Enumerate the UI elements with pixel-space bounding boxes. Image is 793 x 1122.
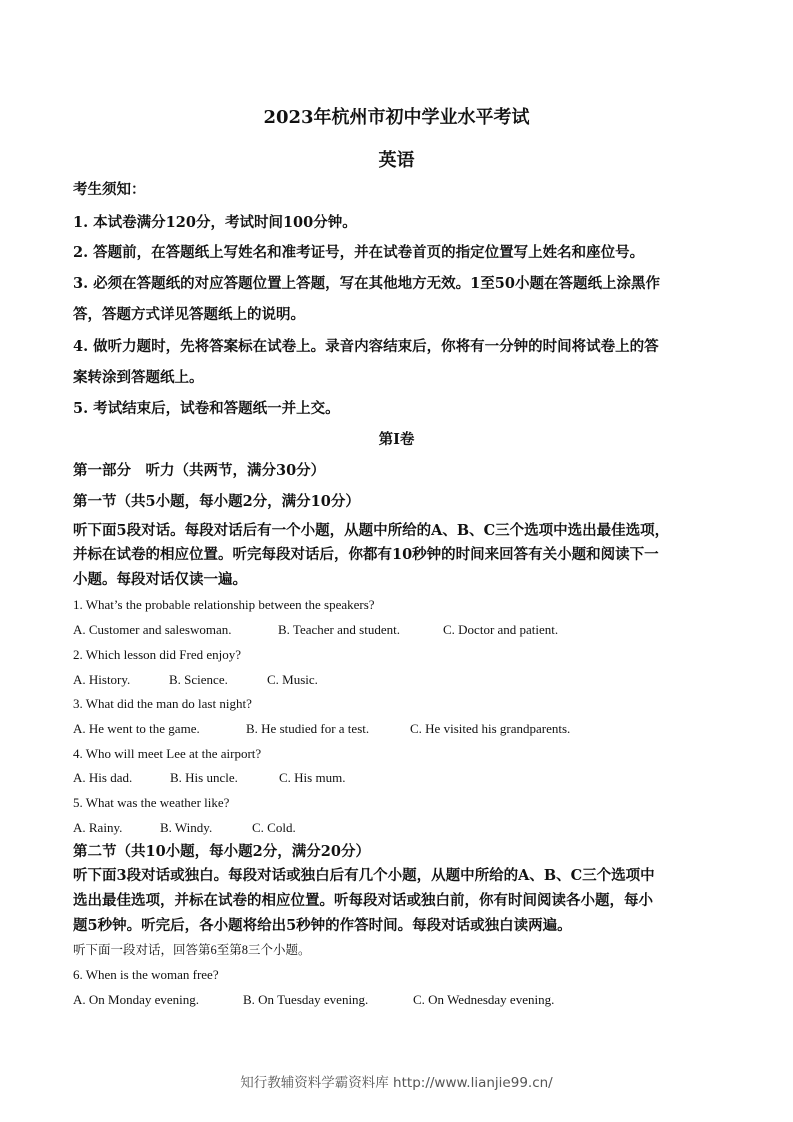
footer-watermark: 知行教辅资料学霸资料库 http://www.lianjie99.cn/: [240, 1075, 553, 1091]
section1-instruction: 小题。每段对话仅读一遍。: [73, 571, 247, 588]
option-c: C. He visited his grandparents.: [410, 721, 571, 736]
section2-heading: 第二节（共10小题，每小题2分，满分20分）: [73, 843, 370, 860]
section2-instruction: 选出最佳选项，并标在试卷的相应位置。听每段对话或独白前，你有时间阅读各小题，每小: [73, 892, 653, 909]
volume-heading: 第Ⅰ卷: [378, 431, 415, 448]
option-a: A. On Monday evening.: [73, 992, 200, 1007]
option-b: B. Teacher and student.: [278, 622, 400, 637]
question-1: 1. What’s the probable relationship between the speakers?: [73, 597, 375, 612]
notice-heading: 考生须知：: [73, 181, 146, 198]
option-a: A. Customer and saleswoman.: [73, 622, 232, 637]
option-b: B. On Tuesday evening.: [243, 992, 369, 1007]
option-c: C. Cold.: [252, 820, 296, 835]
question-5: 5. What was the weather like?: [73, 795, 230, 810]
option-a: A. His dad.: [73, 770, 133, 785]
section2-instruction: 听下面3段对话或独白。每段对话或独白后有几个小题，从题中所给的A、B、C三个选项中: [73, 867, 655, 884]
notice-line: 2. 答题前，在答题纸上写姓名和准考证号，并在试卷首页的指定位置写上姓名和座位号。: [73, 244, 645, 261]
notice-line: 3. 必须在答题纸的对应答题位置上答题，写在其他地方无效。1至50小题在答题纸上涂黑作: [73, 275, 660, 292]
option-b: B. Windy.: [160, 820, 213, 835]
section2-instruction: 题5秒钟。听完后，各小题将给出5秒钟的作答时间。每段对话或独白读两遍。: [73, 917, 572, 934]
exam-subject: 英语: [378, 150, 415, 171]
notice-line: 5. 考试结束后，试卷和答题纸一并上交。: [73, 400, 340, 417]
question-2: 2. Which lesson did Fred enjoy?: [73, 647, 242, 662]
question-3: 3. What did the man do last night?: [73, 696, 252, 711]
notice-line: 4. 做听力题时，先将答案标在试卷上。录音内容结束后，你将有一分钟的时间将试卷上的答: [73, 338, 659, 355]
option-a: A. History.: [73, 672, 131, 687]
part1-heading: 第一部分 听力（共两节，满分30分）: [73, 462, 326, 479]
section1-heading: 第一节（共5小题，每小题2分，满分10分）: [73, 493, 360, 510]
option-b: B. His uncle.: [170, 770, 238, 785]
option-b: B. Science.: [169, 672, 228, 687]
section2-prompt: 听下面一段对话，回答第6至第8三个小题。: [73, 943, 311, 957]
option-b: B. He studied for a test.: [246, 721, 370, 736]
option-c: C. On Wednesday evening.: [413, 992, 555, 1007]
notice-line: 案转涂到答题纸上。: [73, 369, 204, 386]
question-4: 4. Who will meet Lee at the airport?: [73, 746, 262, 761]
question-6: 6. When is the woman free?: [73, 967, 219, 982]
option-a: A. Rainy.: [73, 820, 123, 835]
exam-title: 2023年杭州市初中学业水平考试: [263, 107, 530, 128]
section1-instruction: 并标在试卷的相应位置。听完每段对话后，你都有10秒钟的时间来回答有关小题和阅读下一: [73, 546, 659, 563]
notice-line: 答，答题方式详见答题纸上的说明。: [73, 306, 305, 323]
notice-line: 1. 本试卷满分120分，考试时间100分钟。: [73, 214, 357, 231]
option-a: A. He went to the game.: [73, 721, 200, 736]
section1-instruction: 听下面5段对话。每段对话后有一个小题，从题中所给的A、B、C三个选项中选出最佳选项，: [73, 522, 670, 539]
option-c: C. Doctor and patient.: [443, 622, 559, 637]
option-c: C. His mum.: [279, 770, 346, 785]
option-c: C. Music.: [267, 672, 318, 687]
